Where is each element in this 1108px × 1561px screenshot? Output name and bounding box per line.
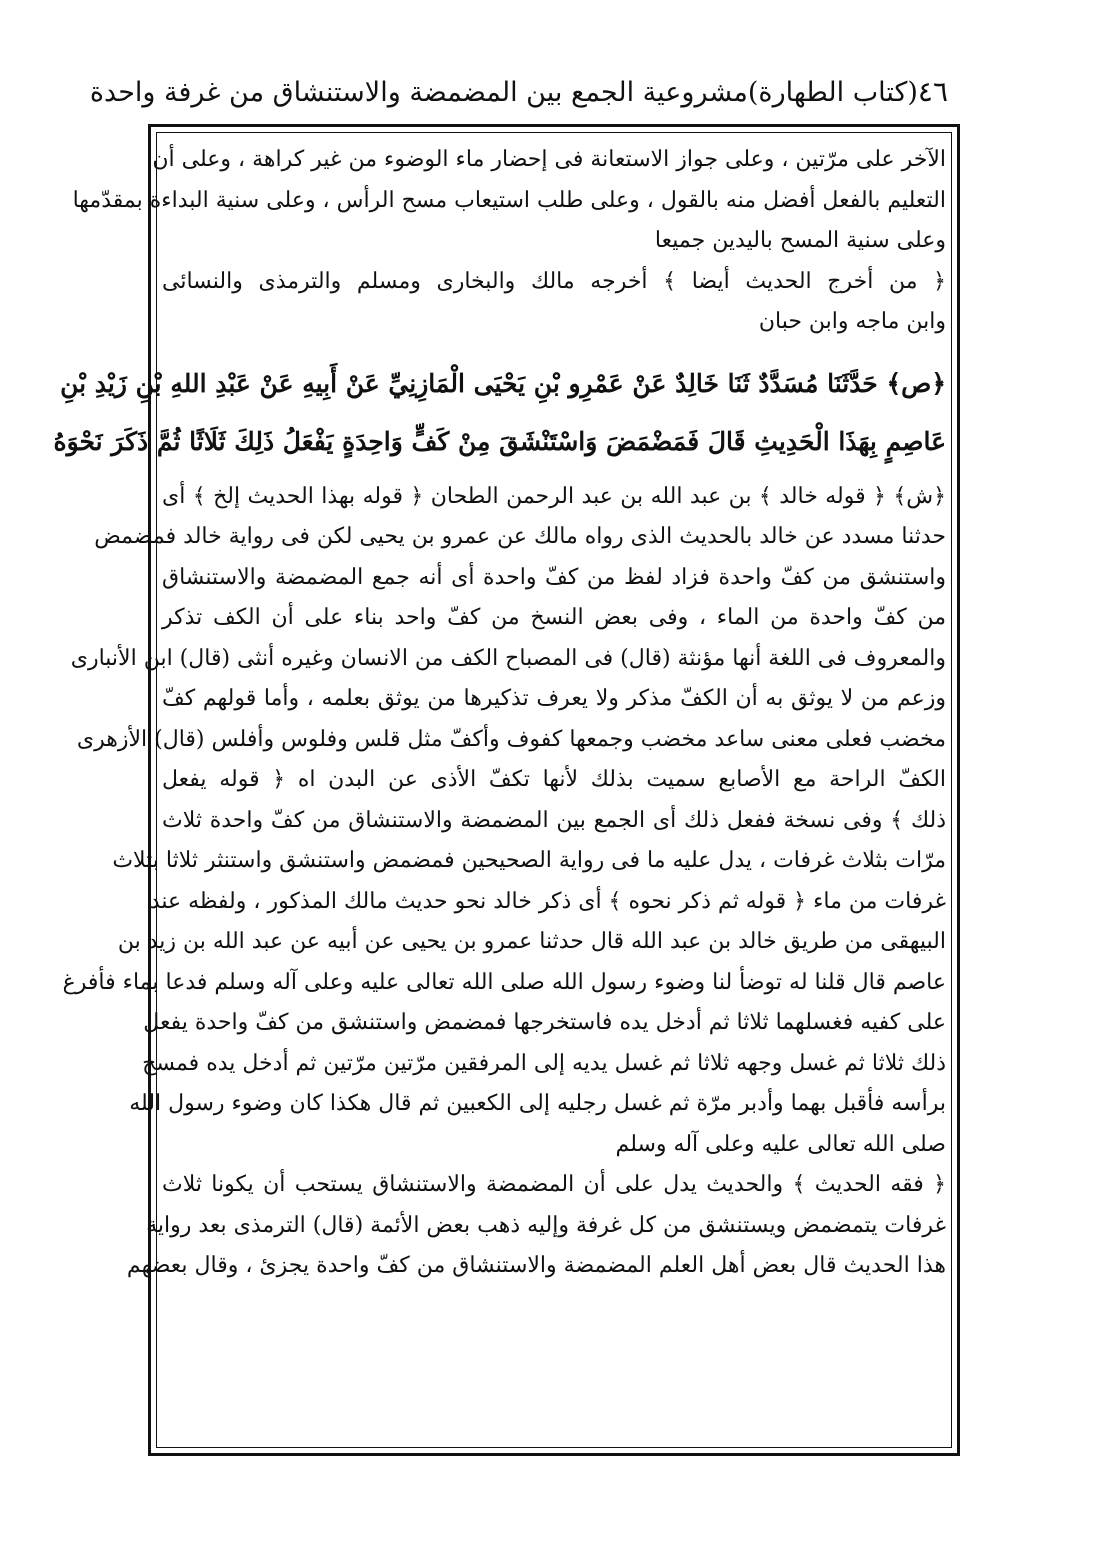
text-line: التعليم بالفعل أفضل منه بالقول ، وعلى طلب استيعاب مسح الرأس ، وعلى سنية البداءة بمقدّمها <box>72 187 946 213</box>
chapter-title: مشروعية الجمع بين المضمضة والاستنشاق من غرفة واحدة <box>89 76 748 108</box>
text-line: حدثنا مسدد عن خالد بالحديث الذى رواه مالك عن عمرو بن يحيى لكن فى رواية خالد فمضمض <box>94 524 946 549</box>
text-line: ﴿ من أخرج الحديث أيضا ﴾ أخرجه مالك والبخارى ومسلم والترمذى والنسائى <box>162 268 946 294</box>
text-line: غرفات من ماء ﴿ قوله ثم ذكر نحوه ﴾ أى ذكر خالد نحو حديث مالك المذكور ، ولفظه عند <box>149 888 946 914</box>
text-line: الكفّ الراحة مع الأصابع سميت بذلك لأنها تكفّ الأذى عن البدن اه ﴿ قوله يفعل <box>162 767 946 792</box>
text-line: عاصم قال قلنا له توضأ لنا وضوء رسول الله صلى الله تعالى عليه وعلى آله وسلم فدعا بماء فأفرغ <box>62 969 946 995</box>
text-line: على كفيه فغسلهما ثلاثا ثم أدخل يده فاستخرجها فمضمض واستنشق من كفّ واحدة يفعل <box>143 1010 946 1035</box>
page-number: ٤٦ <box>917 75 948 108</box>
book-section: (كتاب الطهارة) <box>747 76 918 108</box>
hadith-text-line: عَاصِمٍ بِهَذَا الْحَدِيثِ قَالَ فَمَضْمَضَ وَاسْتَنْشَقَ مِنْ كَفٍّ وَاحِدَةٍ يَفْعَلُ ذَلِكَ ثَلَاثًا ثُمَّ ذَكَرَ نَحْوَهُ <box>53 426 946 456</box>
text-line: ﴿ش﴾ ﴿ قوله خالد ﴾ بن عبد الله بن عبد الرحمن الطحان ﴿ قوله بهذا الحديث إلخ ﴾ أى <box>162 483 946 509</box>
text-line: وابن ماجه وابن حبان <box>758 309 946 334</box>
text-line: واستنشق من كفّ واحدة فزاد لفظ من كفّ واحدة أى أنه جمع المضمضة والاستنشاق <box>162 564 946 590</box>
text-line: والمعروف فى اللغة أنها مؤنثة (قال) فى المصباح الكف من الانسان وغيره أنثى (قال) ابن الأنبارى <box>70 645 946 671</box>
text-line: وزعم من لا يوثق به أن الكفّ مذكر ولا يعرف تذكيرها من يوثق بعلمه ، وأما قولهم كفّ <box>162 686 946 711</box>
text-line: هذا الحديث قال بعض أهل العلم المضمضة والاستنشاق من كفّ واحدة يجزئ ، وقال بعضهم <box>126 1253 946 1278</box>
text-line: ذلك ثلاثا ثم غسل وجهه ثلاثا ثم غسل يديه إلى المرفقين مرّتين مرّتين ثم أدخل يده فمسح <box>142 1050 946 1076</box>
text-line: مخضب فعلى معنى ساعد مخضب وجمعها كفوف وأكفّ مثل قلس وفلوس وأفلس (قال) الأزهرى <box>76 726 946 752</box>
spacer <box>162 343 946 355</box>
text-line: الآخر على مرّتين ، وعلى جواز الاستعانة فى إحضار ماء الوضوء من غير كراهة ، وعلى أن <box>152 147 946 172</box>
text-line: مرّات بثلاث غرفات ، يدل عليه ما فى رواية الصحيحين فمضمض واستنشق واستنثر ثلاثا بثلاث <box>112 848 946 873</box>
text-line: برأسه فأقبل بهما وأدبر مرّة ثم غسل رجليه إلى الكعبين ثم قال هكذا كان وضوء رسول الله <box>129 1091 946 1116</box>
text-line: ذلك ﴾ وفى نسخة ففعل ذلك أى الجمع بين المضمضة والاستنشاق من كفّ واحدة ثلاث <box>162 807 946 833</box>
text-line: ﴿ فقه الحديث ﴾ والحديث يدل على أن المضمضة والاستنشاق يستحب أن يكونا ثلاث <box>162 1172 946 1197</box>
page-body <box>53 140 946 1446</box>
text-line: من كفّ واحدة من الماء ، وفى بعض النسخ من كفّ واحد بناء على أن الكف تذكر <box>162 605 946 630</box>
text-line: البيهقى من طريق خالد بن عبد الله قال حدثنا عمرو بن يحيى عن أبيه عن عبد الله بن زيد بن <box>117 929 946 954</box>
hadith-text-line: ﴿ص﴾ حَدَّثَنَا مُسَدَّدٌ ثَنَا خَالِدٌ عَنْ عَمْرِو بْنِ يَحْيَى الْمَازِنِيِّ عَنْ أَبِيهِ عَنْ عَبْدِ اللهِ بْنِ زَيْدِ بْنِ <box>60 368 946 398</box>
text-line: وعلى سنية المسح باليدين جميعا <box>654 228 946 253</box>
page-header <box>89 66 948 118</box>
text-line: صلى الله تعالى عليه وعلى آله وسلم <box>615 1131 946 1157</box>
text-line: غرفات يتمضمض ويستنشق من كل غرفة وإليه ذهب بعض الأئمة (قال) الترمذى بعد رواية <box>146 1212 946 1238</box>
